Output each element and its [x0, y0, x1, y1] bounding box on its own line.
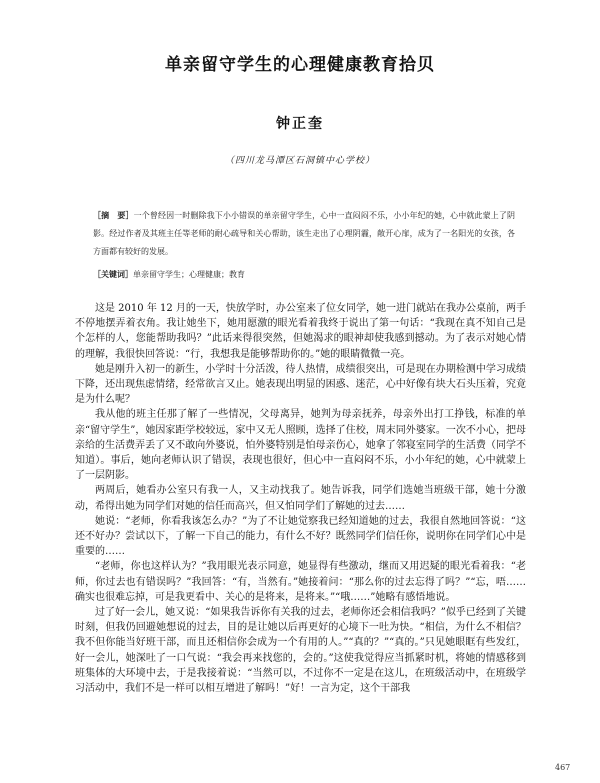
body-paragraph: “老师，你也这样认为？”我用眼光表示同意，她显得有些激动，继而又用迟疑的眼光看着我：“老师，你过去也有错误吗？”我回答：“有，当然有。”她接着问：“那么你的过去忘得了吗？”“忘，唔……确实也很难忘掉，可是我更看中、关心的是将来，是将来。”“哦……”她略有感悟地说。: [75, 561, 526, 603]
abstract-label: ［摘 要］: [93, 210, 134, 220]
keywords-text: 单亲留守学生；心理健康；教育: [133, 270, 245, 279]
keywords-label: ［关键词］: [93, 269, 133, 279]
page-number: 467: [555, 763, 571, 772]
keywords: [93, 267, 515, 282]
body-paragraph: 她是刚升入初一的新生，小学时十分活泼，待人热情，成绩很突出，可是现在办期检测中学习成绩下降，还出现焦虑情绪，经常欲言又止。她表现出明显的困惑、迷茫，心中好像有块大石头压着，究竟是为什么呢？: [75, 363, 526, 406]
body-paragraph: 过了好一会儿，她又说：“如果我告诉你有关我的过去，老师你还会相信我吗？”似乎已经到了关键时刻，但我仍回避她想说的过去，目的是让她以后再更好的心境下一吐为快。“相信，为什么不相信？我不但你能当好班干部，而且还相信你会成为一个有用的人。”“真的？”“真的。”只见她眼眶有些发红，好一会儿，她深吐了一口气说：“我会再来找您的，会的。”这使我觉得应当抓紧时机，将她的情感移到班集体的大环境中去，于是我接着说：“当然可以，不过你不一定是在这儿，在班级活动中，在班级学习活动中，我们不是一样可以相互增进了解吗！”好！一言为定，这个干部我: [75, 607, 526, 695]
abstract-text: 一个曾经因一时删除我下小小错误的单亲留守学生，心中一直闷闷不乐，小小年纪的她，心中就此蒙上了阴影。经过作者及其班主任等老师的耐心疏导和关心帮助，该生走出了心理阴霾，敞开心扉，成为了一名阳光的女孩，各方面都有较好的发展。: [93, 211, 516, 256]
abstract: [93, 206, 515, 261]
article-title: 单亲留守学生的心理健康教育拾贝: [165, 55, 435, 75]
article-body: [75, 301, 526, 696]
author-name: 钟正奎: [276, 116, 324, 132]
body-paragraph: 这是 2010 年 12 月的一天，快放学时，办公室来了位女同学，她一进门就站在我办公桌前，两手不停地摆弄着衣角。我让她坐下，她用愿激的眼光看着我终于说出了第一句话：“我现在真不知自己是个怎样的人，您能帮助我吗？”此话来得很突然，但她渴求的眼神却使我感到撼动。为了表示对她心情的理解，我很快回答说：“行，我想我是能够帮助你的。”她的眼睛微微一亮。: [75, 303, 526, 360]
body-paragraph: 我从他的班主任那了解了一些情况，父母离异，她判为母亲抚养，母亲外出打工挣钱，标准的单亲“留守学生”，她因家距学校较远，家中又无人照顾，选择了住校，周末同外婆家。一次不小心，把母亲给的生活费弄丢了又不敢向外婆说，怕外婆特别是怕母亲伤心，她拿了邻寝室同学的生活费（同学不知道）。事后，她向老师认识了错误，表现也很好，但心中一直闷闷不乐，小小年纪的她，心中就蒙上了一层阴影。: [75, 409, 526, 482]
body-paragraph: 两周后，她看办公室只有我一人，又主动找我了。她告诉我，同学们选她当班级干部，她十分激动，希得出她为同学们对她的信任而高兴，但又怕同学们了解她的过去……: [75, 485, 526, 512]
author-affiliation: （四川龙马潭区石洞镇中心学校）: [224, 156, 375, 166]
body-paragraph: 她说：“老师，你看我该怎么办？”为了不让她觉察我已经知道她的过去，我很自然地回答说：“这还不好办？尝试以下，了解一下自己的能力，有什么不好？既然同学们信任你，说明你在同学们心中是重要的……: [75, 515, 526, 558]
